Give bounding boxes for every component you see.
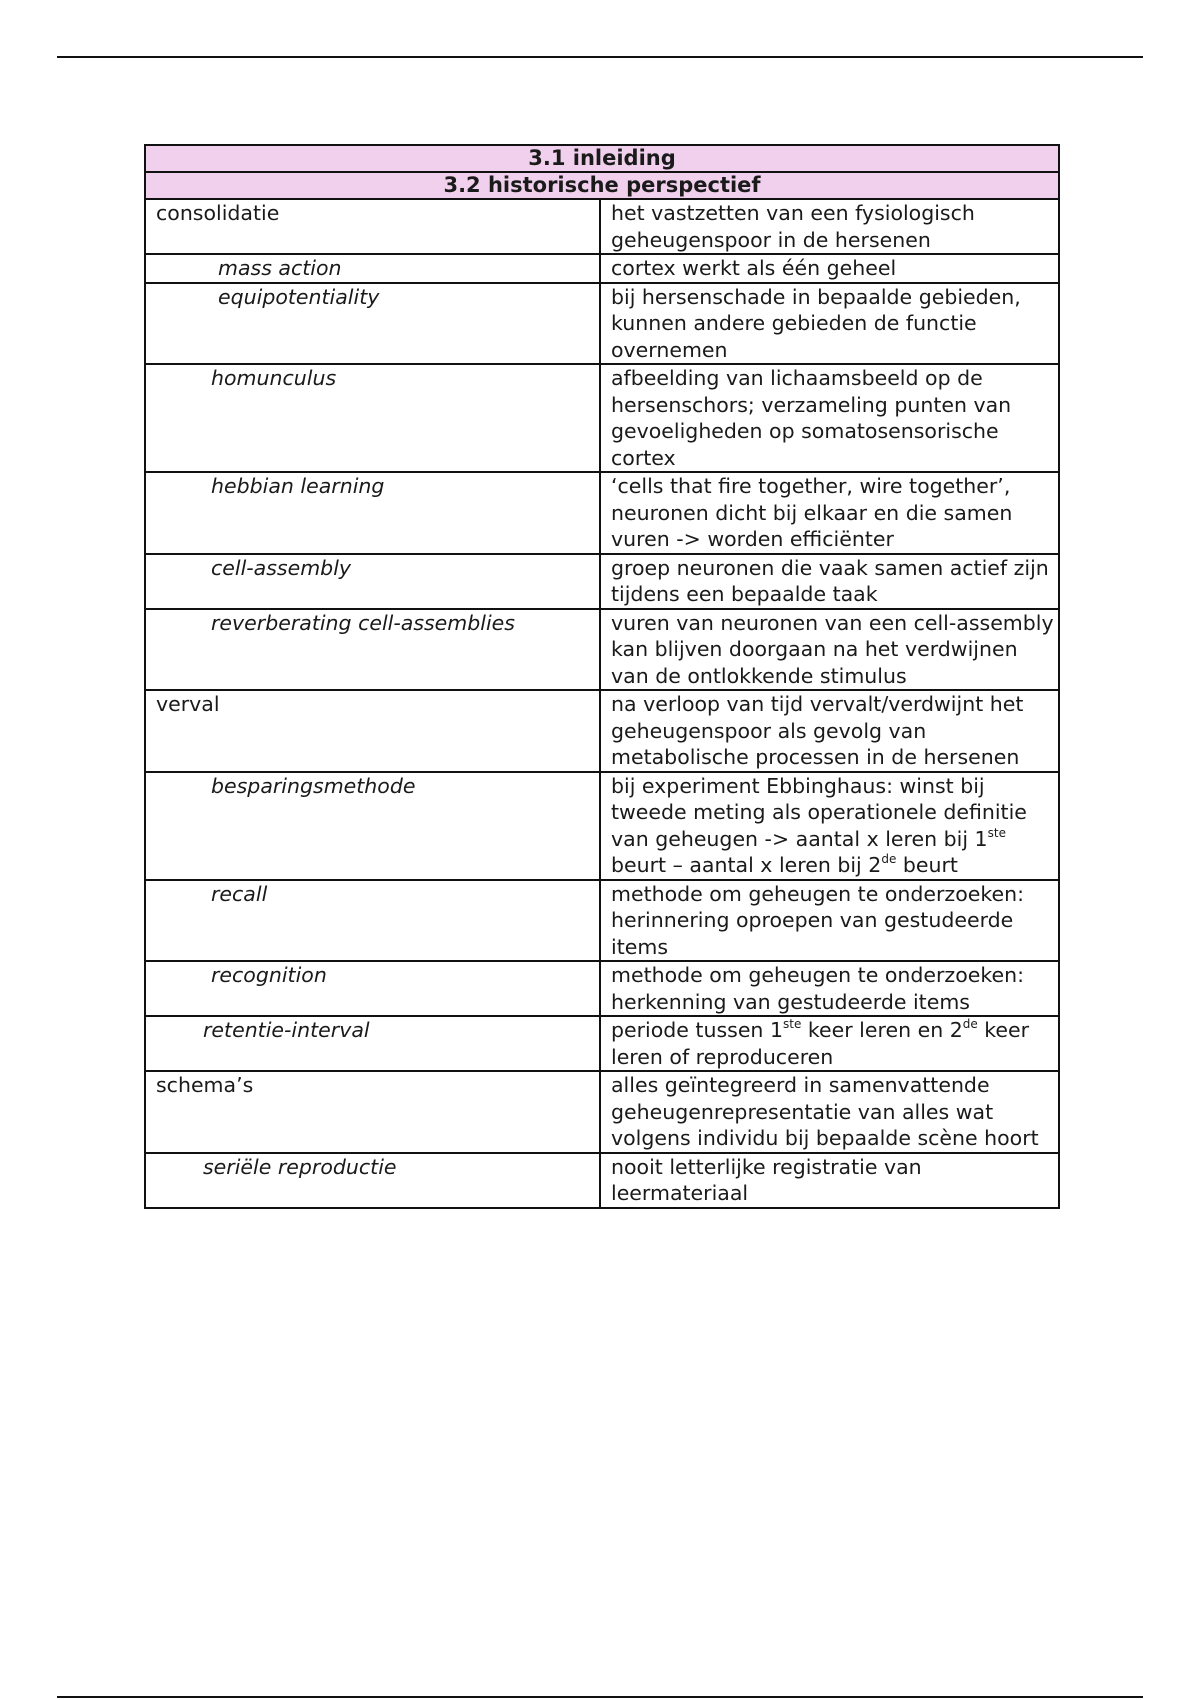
table-row xyxy=(145,1016,1059,1071)
table-row xyxy=(145,254,1059,283)
section-heading-row xyxy=(145,172,1059,199)
term-cell: homunculus xyxy=(145,364,600,472)
definition-text: periode tussen 1 xyxy=(611,1018,783,1042)
term-cell: recognition xyxy=(145,961,600,1016)
term-cell: reverberating cell-assemblies xyxy=(145,609,600,691)
definition-cell: afbeelding van lichaamsbeeld op de hersenschors; verzameling punten van gevoeligheden op somatosensorische cortex xyxy=(600,364,1059,472)
definition-cell: het vastzetten van een fysiologisch geheugenspoor in de hersenen xyxy=(600,199,1059,254)
ordinal-superscript: de xyxy=(881,852,897,866)
definition-cell: groep neuronen die vaak samen actief zijn tijdens een bepaalde taak xyxy=(600,554,1059,609)
definition-cell xyxy=(600,1016,1059,1071)
term-cell: verval xyxy=(145,690,600,772)
ordinal-superscript: ste xyxy=(987,825,1006,840)
definition-text: beurt – aantal x leren bij 2 xyxy=(611,853,882,877)
table-row xyxy=(145,199,1059,254)
term-cell: retentie-interval xyxy=(145,1016,600,1071)
table-row xyxy=(145,554,1059,609)
term-cell: cell-assembly xyxy=(145,554,600,609)
definition-cell: ‘cells that fire together, wire together’, neuronen dicht bij elkaar en die samen vuren -> worden efficiënter xyxy=(600,472,1059,554)
glossary-table xyxy=(144,144,1060,1209)
table-row xyxy=(145,961,1059,1016)
ordinal-superscript: de xyxy=(962,1017,978,1031)
page-footer-rule xyxy=(57,1696,1143,1698)
definition-text: keer leren of reproduceren xyxy=(611,1018,1030,1069)
table-row xyxy=(145,772,1059,880)
definition-cell: bij hersenschade in bepaalde gebieden, kunnen andere gebieden de functie overnemen xyxy=(600,283,1059,365)
definition-cell: na verloop van tijd vervalt/verdwijnt het geheugenspoor als gevolg van metabolische processen in de hersenen xyxy=(600,690,1059,772)
definition-cell: alles geïntegreerd in samenvattende geheugenrepresentatie van alles wat volgens individu bij bepaalde scène hoort xyxy=(600,1071,1059,1153)
definition-cell: nooit letterlijke registratie van leermateriaal xyxy=(600,1153,1059,1208)
definition-cell: cortex werkt als één geheel xyxy=(600,254,1059,283)
definition-text: beurt xyxy=(896,853,958,877)
definition-cell xyxy=(600,772,1059,880)
table-row xyxy=(145,364,1059,472)
definition-text: keer leren en 2 xyxy=(801,1018,963,1042)
term-cell: besparingsmethode xyxy=(145,772,600,880)
term-cell: seriële reproductie xyxy=(145,1153,600,1208)
table-row xyxy=(145,472,1059,554)
section-heading: 3.1 inleiding xyxy=(145,145,1059,172)
term-cell: equipotentiality xyxy=(145,283,600,365)
term-cell: hebbian learning xyxy=(145,472,600,554)
table-row xyxy=(145,609,1059,691)
section-heading-row xyxy=(145,145,1059,172)
term-cell: schema’s xyxy=(145,1071,600,1153)
table-row xyxy=(145,1153,1059,1208)
definition-cell: methode om geheugen te onderzoeken: herinnering oproepen van gestudeerde items xyxy=(600,880,1059,962)
term-cell: consolidatie xyxy=(145,199,600,254)
table-row xyxy=(145,690,1059,772)
table-row xyxy=(145,283,1059,365)
term-cell: mass action xyxy=(145,254,600,283)
definition-cell: methode om geheugen te onderzoeken: herkenning van gestudeerde items xyxy=(600,961,1059,1016)
page-header-rule xyxy=(57,56,1143,58)
table-row xyxy=(145,1071,1059,1153)
term-cell: recall xyxy=(145,880,600,962)
definition-cell: vuren van neuronen van een cell-assembly kan blijven doorgaan na het verdwijnen van de ontlokkende stimulus xyxy=(600,609,1059,691)
table-row xyxy=(145,880,1059,962)
section-heading: 3.2 historische perspectief xyxy=(145,172,1059,199)
definition-text: bij experiment Ebbinghaus: winst bij tweede meting als operationele definitie van geheugen -> aantal x leren bij 1 xyxy=(611,773,1027,851)
ordinal-superscript: ste xyxy=(783,1017,802,1031)
